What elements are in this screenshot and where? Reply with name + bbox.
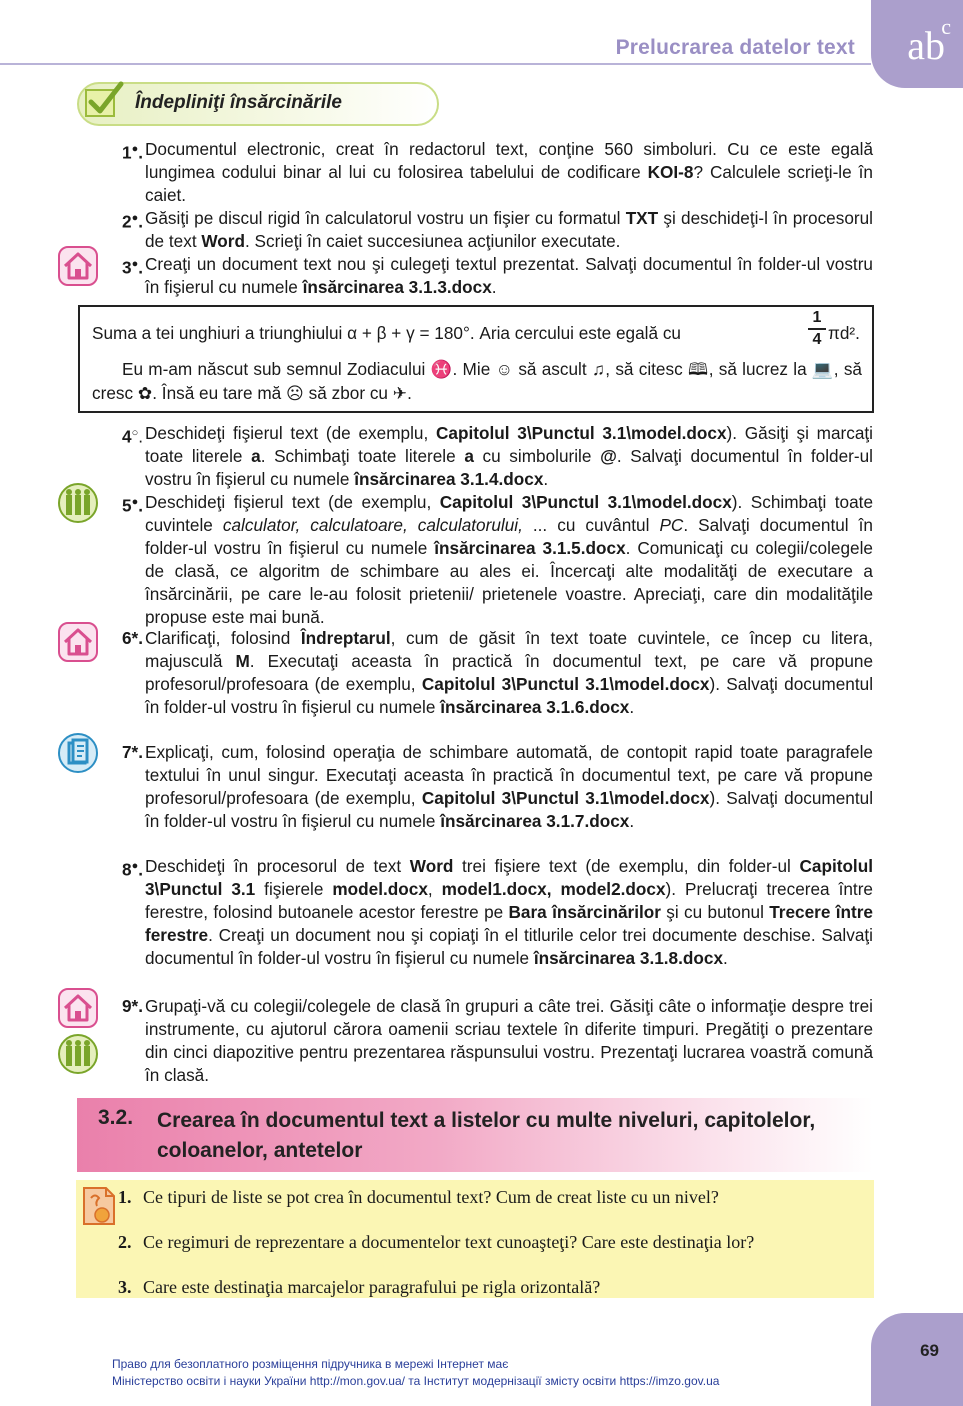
- tasks-heading: Îndepliniţi însărcinările: [135, 92, 342, 113]
- footer-license-line: Право для безоплатного розміщення підручника в мережі Інтернет має: [112, 1357, 509, 1371]
- task-number: 6*.: [121, 628, 143, 648]
- group-work-icon: [58, 1034, 98, 1074]
- question-text: Ce tipuri de liste se pot crea în documentul text? Cum de creat liste cu un nivel?: [143, 1187, 719, 1207]
- running-header-title: Prelucrarea datelor text: [615, 36, 855, 59]
- task-text: Grupaţi-vă cu colegii/colegele de clasă în grupuri a câte trei. Găsiţi câte o informaţie despre trei instrumente, cu ajutorul cărora oamenii scriau textele în diferite timpuri. Pregătiţi o prezentare din cinci diapozitive pentru prezentarea răspunsului vostru. Prezentaţi lucrarea voastră comună în clasă.: [145, 996, 873, 1085]
- task-number: 2●.: [122, 211, 143, 232]
- home-task-icon: [58, 246, 98, 286]
- question-number: 3.: [118, 1277, 132, 1297]
- group-work-icon: [58, 483, 98, 523]
- task-text: Explicaţi, cum, folosind operaţia de schimbare automată, de contopit rapid toate paragrafele textului în unul singur. Executaţi aceasta în practică în documentul text, pe care vă propune profesorul/profesoara (de exemplu, Capitolul 3\Punctul 3.1\model.docx). Salvaţi documentul în folder-ul vostru în fişierul cu numele însărcinarea 3.1.7.docx.: [145, 742, 874, 831]
- task-text: Deschideţi fişierul text (de exemplu, Capitolul 3\Punctul 3.1\model.docx). Găsiţi şi marcaţi toate literele a. Schimbaţi toate literele a cu simbolurile @. Salvaţi documentul în folder-ul vostru în fişierul cu numele însărcinarea 3.1.4.docx.: [145, 423, 874, 489]
- task-number: 8●.: [122, 859, 143, 880]
- page-number-tab: [871, 1313, 963, 1406]
- task-text: Găsiţi pe discul rigid în calculatorul vostru un fişier cu formatul TXT şi deschideţi-l în procesorul de text Word. Scrieţi în caiet succesiunea acţiunilor executate.: [145, 208, 873, 251]
- fraction: 1 4: [808, 309, 826, 349]
- sample-text-line-end: πd².: [828, 323, 860, 343]
- checkmark-icon: [81, 78, 127, 124]
- question-document-icon: [82, 1186, 116, 1226]
- section-title: Crearea în documentul text a listelor cu multe niveluri, capitolelor, coloanelor, antetelor: [157, 1109, 816, 1162]
- task-number: 5●.: [122, 495, 143, 516]
- header-rule: [0, 63, 871, 65]
- section-number: 3.2.: [98, 1106, 134, 1129]
- question-text: Care este destinaţia marcajelor paragrafului pe rigla orizontală?: [143, 1277, 601, 1297]
- sample-text-paragraph: Eu m-am născut sub semnul Zodiacului ♓. Mie ☺ să ascult ♫, să citesc 🕮, să lucrez la 💻, să cresc ✿. Însă eu tare mă ☹ să zbor cu ✈.: [92, 359, 862, 403]
- chapter-tab: [871, 0, 963, 88]
- home-task-icon: [58, 988, 98, 1028]
- task-text: Deschideţi fişierul text (de exemplu, Capitolul 3\Punctul 3.1\model.docx). Schimbaţi toate cuvintele calculator, calculatoare, calculatorului, ... cu cuvântul PC. Salvaţi documentul în folder-ul vostru în fişierul cu numele însărcinarea 3.1.5.docx. Comunicaţi cu colegii/colegele de clasă, ce algoritm de schimbare au ales ei. Încercaţi alte modalităţi de executare a însărcinării, pe care le-au folosit prietenii/ prietenele voastre. Apreciaţi, care din modalităţile propuse este mai bună.: [145, 492, 873, 627]
- task-text: Documentul electronic, creat în redactorul text, conţine 560 simboluri. Cu ce este egală lungimea codului binar al lui cu folosirea tabelului de codificare KOI-8? Calculele scrieţi-le în caiet.: [145, 139, 873, 205]
- question-number: 2.: [118, 1232, 132, 1252]
- task-number: 4○.: [122, 426, 143, 447]
- home-task-icon: [58, 622, 98, 662]
- page-number: 69: [920, 1341, 939, 1360]
- question-text: Ce regimuri de reprezentare a documentelor text cunoaşteţi? Care este destinaţia lor?: [143, 1232, 755, 1252]
- task-number: 7*.: [121, 742, 143, 762]
- task-number: 9*.: [121, 996, 143, 1016]
- sample-text-line: Suma a tei unghiuri a triunghiului α + β + γ = 180°. Aria cercului este egală cu: [92, 323, 681, 343]
- task-text: Deschideţi în procesorul de text Word trei fişiere text (de exemplu, din folder-ul Capitolul 3\Punctul 3.1 fişierele model.docx, model1.docx, model2.docx). Prelucraţi trecerea între ferestre, folosind butoanele acestor ferestre pe Bara însărcinărilor şi cu butonul Trecere între ferestre. Creaţi un document nou şi copiaţi în el titlurile celor trei documente deschise. Salvaţi documentul în folder-ul vostru în fişierul cu numele însărcinarea 3.1.8.docx.: [145, 856, 873, 968]
- task-number: 3●.: [122, 257, 143, 278]
- reference-document-icon: [58, 733, 98, 773]
- task-text: Creaţi un document text nou şi culegeţi textul prezentat. Salvaţi documentul în folder-ul vostru în fişierul cu numele însărcinarea 3.1.3.docx.: [145, 254, 873, 297]
- sample-text-box: [78, 305, 874, 413]
- task-text: Clarificaţi, folosind Îndreptarul, cum de găsit în text toate cuvintele, ce încep cu litera, majusculă M. Executaţi aceasta în practică în documentul text, pe care vă propune profesorul/profesoara (de exemplu, Capitolul 3\Punctul 3.1\model.docx). Salvaţi documentul în folder-ul vostru în fişierul cu numele însărcinarea 3.1.6.docx.: [145, 628, 874, 717]
- task-number: 1●.: [122, 142, 143, 163]
- chapter-tab-text: ab: [907, 23, 945, 68]
- question-number: 1.: [118, 1187, 132, 1207]
- footer-license-line: Міністерство освіти і науки України http://mon.gov.ua/ та Інститут модернізації змісту освіти https://imzo.gov.ua: [112, 1374, 720, 1388]
- chapter-tab-superscript: c: [941, 14, 951, 39]
- tasks-banner: [77, 82, 439, 126]
